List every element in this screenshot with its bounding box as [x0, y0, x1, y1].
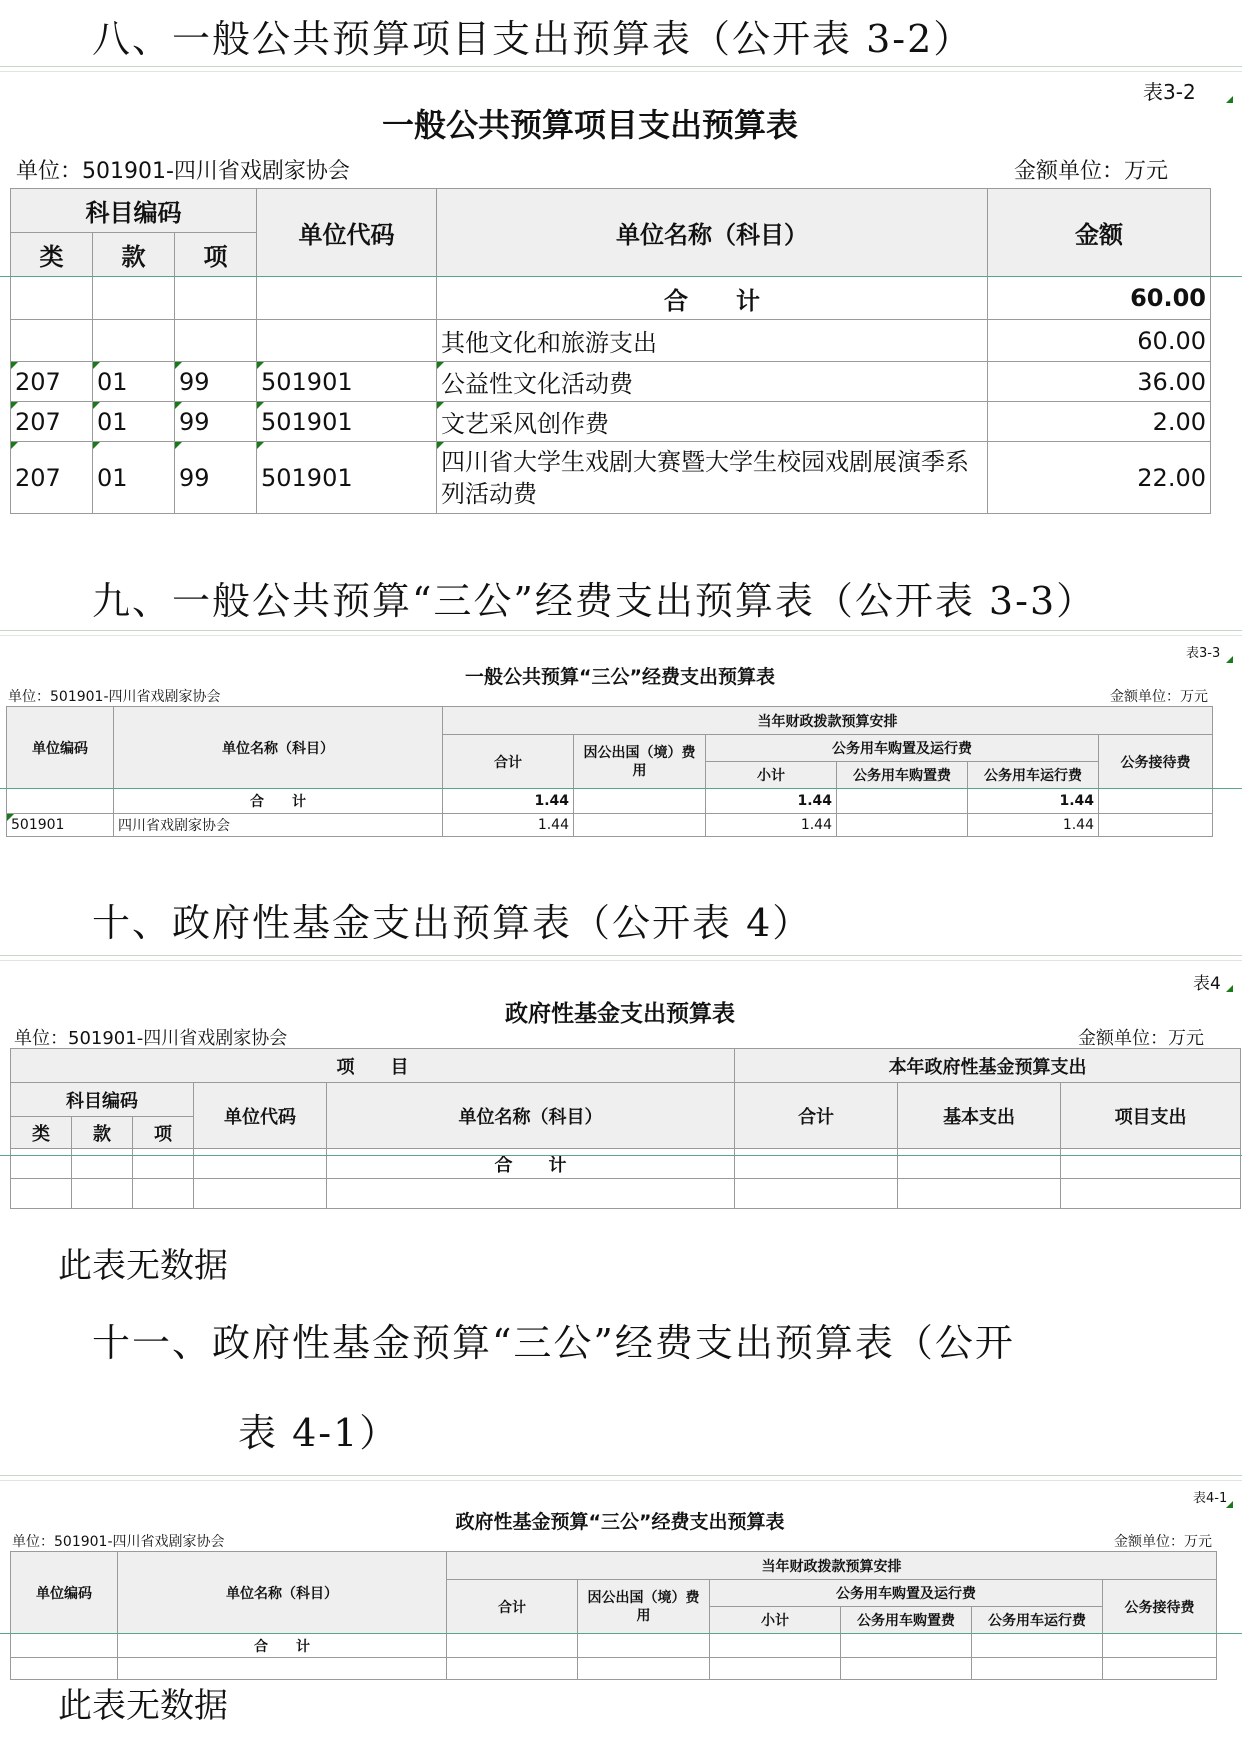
table-3-3-sheet [0, 630, 1242, 845]
header-hj: 合计 [735, 1083, 898, 1149]
header-lei: 类 [11, 1117, 72, 1149]
total-label: 合 计 [118, 1634, 447, 1658]
row-name: 其他文化和旅游支出 [437, 320, 988, 362]
header-dwdm: 单位代码 [194, 1083, 327, 1149]
total-label: 合 计 [327, 1149, 735, 1179]
header-dwmc: 单位名称（科目） [114, 707, 443, 789]
header-kuan: 款 [72, 1117, 133, 1149]
table-number: 表4-1 [1193, 1491, 1228, 1506]
section-heading-11-cont: 表 4-1） [238, 1411, 400, 1455]
header-xj: 小计 [710, 1607, 841, 1634]
header-kmbm: 科目编码 [11, 189, 257, 233]
total-label: 合 计 [437, 277, 988, 320]
table-number: 表4 [1193, 974, 1221, 994]
table-3-3 [6, 706, 1213, 837]
header-je: 金额 [988, 189, 1211, 277]
header-yx: 公务用车运行费 [972, 1607, 1103, 1634]
table-3-2 [10, 188, 1211, 514]
header-dwmc: 单位名称（科目） [327, 1083, 735, 1149]
table-4-1 [10, 1551, 1217, 1680]
header-gz: 公务用车购置费 [837, 762, 968, 789]
header-dwmc: 单位名称（科目） [118, 1552, 447, 1634]
header-dwbm: 单位编码 [7, 707, 114, 789]
table-title: 政府性基金预算“三公”经费支出预算表 [455, 1511, 785, 1533]
header-top: 当年财政拨款预算安排 [443, 707, 1213, 735]
header-xmzc: 项目支出 [1061, 1083, 1241, 1149]
total-row [11, 277, 1211, 320]
header-dwbm: 单位编码 [11, 1552, 118, 1634]
table-title: 一般公共预算“三公”经费支出预算表 [465, 666, 775, 688]
header-jb: 基本支出 [898, 1083, 1061, 1149]
row-name: 四川省大学生戏剧大赛暨大学生校园戏剧展演季系列活动费 [437, 442, 988, 514]
table-row: 207 01 99 501901 公益性文化活动费 36.00 [11, 362, 1211, 402]
currency-unit: 金额单位：万元 [1110, 689, 1208, 705]
header-xj: 小计 [706, 762, 837, 789]
table-number: 表3-2 [1143, 80, 1196, 104]
header-gwyc: 公务用车购置及运行费 [706, 735, 1099, 762]
header-hj: 合计 [447, 1580, 578, 1634]
row-amount: 2.00 [988, 402, 1211, 442]
header-kmbm: 科目编码 [11, 1083, 194, 1117]
currency-unit: 金额单位：万元 [1114, 1534, 1212, 1550]
header-dwdm: 单位代码 [257, 189, 437, 277]
unit-label: 单位：501901-四川省戏剧家协会 [12, 1534, 225, 1550]
section-heading-9: 九、一般公共预算“三公”经费支出预算表（公开表 3-3） [92, 579, 1097, 623]
row-amount: 36.00 [988, 362, 1211, 402]
header-top: 当年财政拨款预算安排 [447, 1552, 1217, 1580]
table-4-1-sheet [0, 1475, 1242, 1653]
unit-label: 单位：501901-四川省戏剧家协会 [14, 1028, 288, 1049]
header-ygcg: 因公出国（境）费用 [574, 735, 706, 789]
header-bn: 本年政府性基金预算支出 [735, 1049, 1241, 1083]
table-3-2-sheet [0, 66, 1242, 540]
header-xiang: 项 [133, 1117, 194, 1149]
total-label: 合 计 [114, 789, 443, 814]
table-row: 207 01 99 501901 文艺采风创作费 2.00 [11, 402, 1211, 442]
row-amount: 22.00 [988, 442, 1211, 514]
table-row: 207 01 99 501901 四川省大学生戏剧大赛暨大学生校园戏剧展演季系列活动费 22.00 [11, 442, 1211, 514]
table-title: 一般公共预算项目支出预算表 [381, 106, 798, 144]
table-4-sheet [0, 955, 1242, 1225]
total-amount: 60.00 [988, 277, 1211, 320]
unit-label: 单位：501901-四川省戏剧家协会 [16, 159, 350, 184]
header-gz: 公务用车购置费 [841, 1607, 972, 1634]
header-yx: 公务用车运行费 [968, 762, 1099, 789]
header-kuan: 款 [93, 233, 175, 277]
currency-unit: 金额单位：万元 [1014, 159, 1169, 184]
row-amount: 60.00 [988, 320, 1211, 362]
total-row [11, 1634, 1217, 1658]
currency-unit: 金额单位：万元 [1078, 1028, 1204, 1049]
row-name: 公益性文化活动费 [437, 362, 988, 402]
header-dwmc: 单位名称（科目） [437, 189, 988, 277]
table-row: 501901 四川省戏剧家协会 1.44 1.44 1.44 [7, 814, 1213, 837]
table-row [11, 1179, 1241, 1209]
section-heading-11: 十一、政府性基金预算“三公”经费支出预算表（公开 [92, 1321, 1015, 1365]
header-jd: 公务接待费 [1099, 735, 1213, 789]
header-hj: 合计 [443, 735, 574, 789]
header-xiang: 项 [175, 233, 257, 277]
header-ygcg: 因公出国（境）费用 [578, 1580, 710, 1634]
total-row [11, 1149, 1241, 1179]
total-row: 合 计 1.44 1.44 1.44 [7, 789, 1213, 814]
table-row [11, 1658, 1217, 1680]
table-title: 政府性基金支出预算表 [505, 1001, 735, 1027]
row-name: 文艺采风创作费 [437, 402, 988, 442]
table-4 [10, 1048, 1241, 1209]
header-lei: 类 [11, 233, 93, 277]
table-number: 表3-3 [1186, 646, 1221, 661]
header-xm: 项 目 [11, 1049, 735, 1083]
section-heading-10: 十、政府性基金支出预算表（公开表 4） [92, 901, 813, 945]
no-data-note: 此表无数据 [58, 1686, 228, 1726]
header-gwyc: 公务用车购置及运行费 [710, 1580, 1103, 1607]
no-data-note: 此表无数据 [58, 1246, 228, 1286]
unit-label: 单位：501901-四川省戏剧家协会 [8, 689, 221, 705]
header-jd: 公务接待费 [1103, 1580, 1217, 1634]
section-heading-8: 八、一般公共预算项目支出预算表（公开表 3-2） [92, 17, 974, 61]
table-row [11, 320, 1211, 362]
